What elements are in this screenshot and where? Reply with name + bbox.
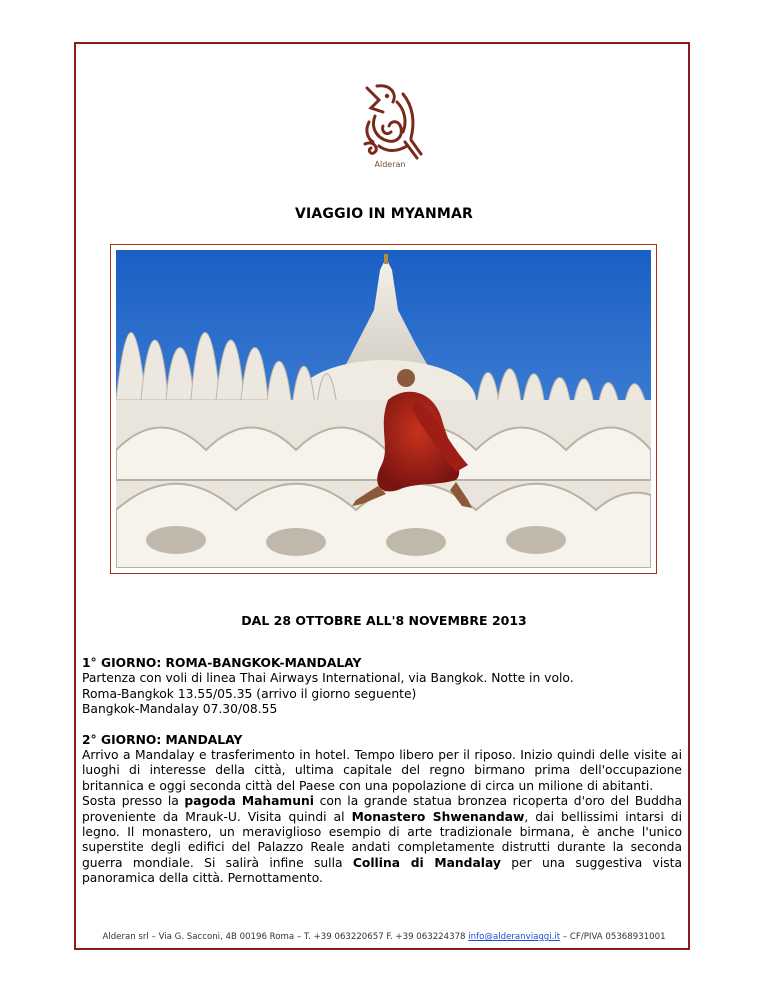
day-2-section (82, 733, 682, 887)
monk-on-pagoda-photo (116, 250, 651, 568)
brand-name: Alderan (374, 160, 406, 169)
highlight-collina-di-mandalay: Collina di Mandalay (352, 855, 501, 870)
text: per una suggestiva vista panoramica della città. Pernottamento. (82, 855, 682, 886)
footer (0, 932, 768, 942)
document-title: VIAGGIO IN MYANMAR (294, 206, 474, 222)
trip-dates: DAL 28 OTTOBRE ALL'8 NOVEMBRE 2013 (241, 613, 527, 628)
text: , dai bellissimi intarsi di legno. Il monastero, un meraviglioso esempio di arte tradizionale birmana, è anche l'unico superstite degli edifici del Palazzo Reale andati completamente distrutti durante la seconda guerra mondiale. Si salirà infine sulla (82, 809, 682, 870)
day-1-section (82, 656, 682, 718)
day-1-line: Bangkok-Mandalay 07.30/08.55 (82, 702, 278, 717)
footer-email-link[interactable]: info@alderanviaggi.it (468, 932, 561, 942)
day-2-paragraph-2 (82, 794, 682, 886)
brand-logo (350, 82, 430, 177)
day-2-heading: 2° GIORNO: MANDALAY (82, 732, 243, 747)
text: con la grande statua bronzea ricoperta d'oro del Buddha proveniente da Mrauk-U. Visita quindi al (82, 794, 683, 824)
itinerary (82, 656, 682, 902)
alderan-logo-icon (357, 82, 423, 162)
day-1-line: Partenza con voli di linea Thai Airways International, via Bangkok. Notte in volo. (82, 671, 574, 686)
day-1-heading: 1° GIORNO: ROMA-BANGKOK-MANDALAY (82, 656, 362, 670)
footer-tax-info: – CF/PIVA 05368931001 (560, 932, 666, 942)
highlight-monastero-shwenandaw: Monastero Shwenandaw (351, 809, 525, 824)
day-1-line: Roma-Bangkok 13.55/05.35 (arrivo il giorno seguente) (82, 686, 417, 701)
day-2-paragraph-1: Arrivo a Mandalay e trasferimento in hotel. Tempo libero per il riposo. Inizio quindi delle visite ai luoghi di interesse della città, ultima capitale del regno birmano prima dell'occupazione britannica e oggi seconda città del Paese con una popolazione di circa un milione di abitanti. (82, 748, 682, 793)
highlight-pagoda-mahamuni: pagoda Mahamuni (184, 794, 314, 809)
footer-company-info: Alderan srl – Via G. Sacconi, 4B 00196 Roma – T. +39 063220657 F. +39 063224378 (102, 932, 469, 942)
text: Sosta presso la (82, 794, 185, 809)
